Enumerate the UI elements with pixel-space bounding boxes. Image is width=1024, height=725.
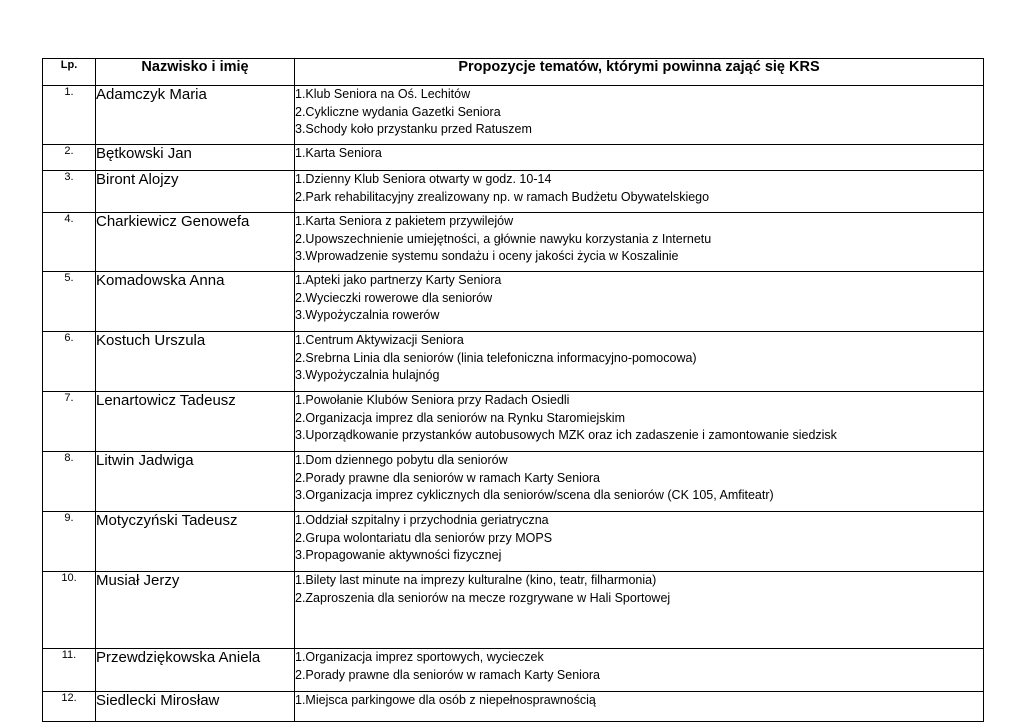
proposal-item: 3.Organizacja imprez cyklicznych dla seniorów/scena dla seniorów (CK 105, Amfiteatr): [295, 488, 774, 502]
row-proposals: [295, 452, 984, 512]
row-name: Kostuch Urszula: [96, 332, 295, 392]
row-lp: 10.: [43, 572, 96, 649]
row-proposals: [295, 171, 984, 213]
table-row: [43, 649, 984, 692]
row-name: Bętkowski Jan: [96, 145, 295, 171]
row-lp: 9.: [43, 512, 96, 572]
proposal-item: 1.Powołanie Klubów Seniora przy Radach Osiedli: [295, 393, 570, 407]
proposal-item: 3.Uporządkowanie przystanków autobusowych MZK oraz ich zadaszenie i zamontowanie siedzisk: [295, 428, 837, 442]
proposal-item: 2.Zaproszenia dla seniorów na mecze rozgrywane w Hali Sportowej: [295, 590, 671, 605]
row-proposals: [295, 392, 984, 452]
header-proposals: Propozycje tematów, którymi powinna zająć się KRS: [295, 59, 984, 86]
row-name: Adamczyk Maria: [96, 86, 295, 145]
row-lp: 11.: [43, 649, 96, 692]
table-row: [43, 512, 984, 572]
proposal-item: 2.Porady prawne dla seniorów w ramach Karty Seniora: [295, 667, 601, 682]
row-proposals: [295, 649, 984, 692]
row-name: Motyczyński Tadeusz: [96, 512, 295, 572]
proposal-item: 3.Wypożyczalnia hulajnóg: [295, 368, 440, 382]
proposals-table: [42, 58, 984, 722]
row-name: Litwin Jadwiga: [96, 452, 295, 512]
row-lp: 7.: [43, 392, 96, 452]
row-name: Siedlecki Mirosław: [96, 692, 295, 722]
row-proposals: [295, 272, 984, 332]
header-name: Nazwisko i imię: [96, 59, 295, 86]
row-name: Musiał Jerzy: [96, 572, 295, 649]
table-row: [43, 332, 984, 392]
proposal-item: 2.Upowszechnienie umiejętności, a głównie nawyku korzystania z Internetu: [295, 231, 712, 246]
header-lp: Lp.: [43, 59, 96, 86]
proposal-item: 2.Cykliczne wydania Gazetki Seniora: [295, 104, 501, 119]
proposal-item: 2.Srebrna Linia dla seniorów (linia telefoniczna informacyjno-pomocowa): [295, 350, 697, 365]
row-lp: 1.: [43, 86, 96, 145]
proposal-item: 1.Karta Seniora: [295, 146, 382, 160]
row-name: Biront Alojzy: [96, 171, 295, 213]
proposal-item: 1.Klub Seniora na Oś. Lechitów: [295, 87, 471, 101]
proposal-item: 3.Wprowadzenie systemu sondażu i oceny jakości życia w Koszalinie: [295, 249, 679, 263]
table-row: [43, 171, 984, 213]
proposal-item: 2.Wycieczki rowerowe dla seniorów: [295, 290, 493, 305]
row-name: Przewdziękowska Aniela: [96, 649, 295, 692]
row-lp: 12.: [43, 692, 96, 722]
table-row: [43, 86, 984, 145]
row-lp: 4.: [43, 213, 96, 272]
row-lp: 6.: [43, 332, 96, 392]
row-proposals: [295, 512, 984, 572]
proposal-item: 3.Schody koło przystanku przed Ratuszem: [295, 122, 532, 136]
table-row: [43, 692, 984, 722]
row-proposals: [295, 692, 984, 722]
row-proposals: [295, 86, 984, 145]
row-proposals: [295, 145, 984, 171]
proposal-item: 2.Porady prawne dla seniorów w ramach Karty Seniora: [295, 470, 601, 485]
proposal-item: 1.Miejsca parkingowe dla osób z niepełnosprawnością: [295, 693, 596, 707]
proposal-item: 1.Bilety last minute na imprezy kulturalne (kino, teatr, filharmonia): [295, 573, 657, 587]
row-lp: 3.: [43, 171, 96, 213]
proposal-item: 1.Oddział szpitalny i przychodnia geriatryczna: [295, 513, 549, 527]
row-lp: 5.: [43, 272, 96, 332]
table-row: [43, 452, 984, 512]
row-lp: 8.: [43, 452, 96, 512]
proposal-item: 1.Dzienny Klub Seniora otwarty w godz. 10-14: [295, 172, 552, 186]
row-name: Charkiewicz Genowefa: [96, 213, 295, 272]
table-row: [43, 392, 984, 452]
row-lp: 2.: [43, 145, 96, 171]
proposal-item: 1.Dom dziennego pobytu dla seniorów: [295, 453, 508, 467]
row-name: Lenartowicz Tadeusz: [96, 392, 295, 452]
proposal-item: 1.Karta Seniora z pakietem przywilejów: [295, 214, 514, 228]
proposal-item: 2.Organizacja imprez dla seniorów na Rynku Staromiejskim: [295, 410, 625, 425]
row-proposals: [295, 332, 984, 392]
table-row: [43, 572, 984, 649]
proposal-item: 2.Park rehabilitacyjny zrealizowany np. w ramach Budżetu Obywatelskiego: [295, 189, 710, 204]
proposal-item: 3.Propagowanie aktywności fizycznej: [295, 548, 502, 562]
row-name: Komadowska Anna: [96, 272, 295, 332]
proposal-item: 2.Grupa wolontariatu dla seniorów przy MOPS: [295, 530, 553, 545]
proposal-item: 1.Organizacja imprez sportowych, wycieczek: [295, 650, 544, 664]
row-proposals: [295, 572, 984, 649]
row-proposals: [295, 213, 984, 272]
proposal-item: 1.Apteki jako partnerzy Karty Seniora: [295, 273, 502, 287]
table-row: [43, 145, 984, 171]
header-row: [43, 59, 984, 86]
table-row: [43, 272, 984, 332]
table-row: [43, 213, 984, 272]
proposal-item: 3.Wypożyczalnia rowerów: [295, 308, 440, 322]
proposal-item: 1.Centrum Aktywizacji Seniora: [295, 333, 464, 347]
